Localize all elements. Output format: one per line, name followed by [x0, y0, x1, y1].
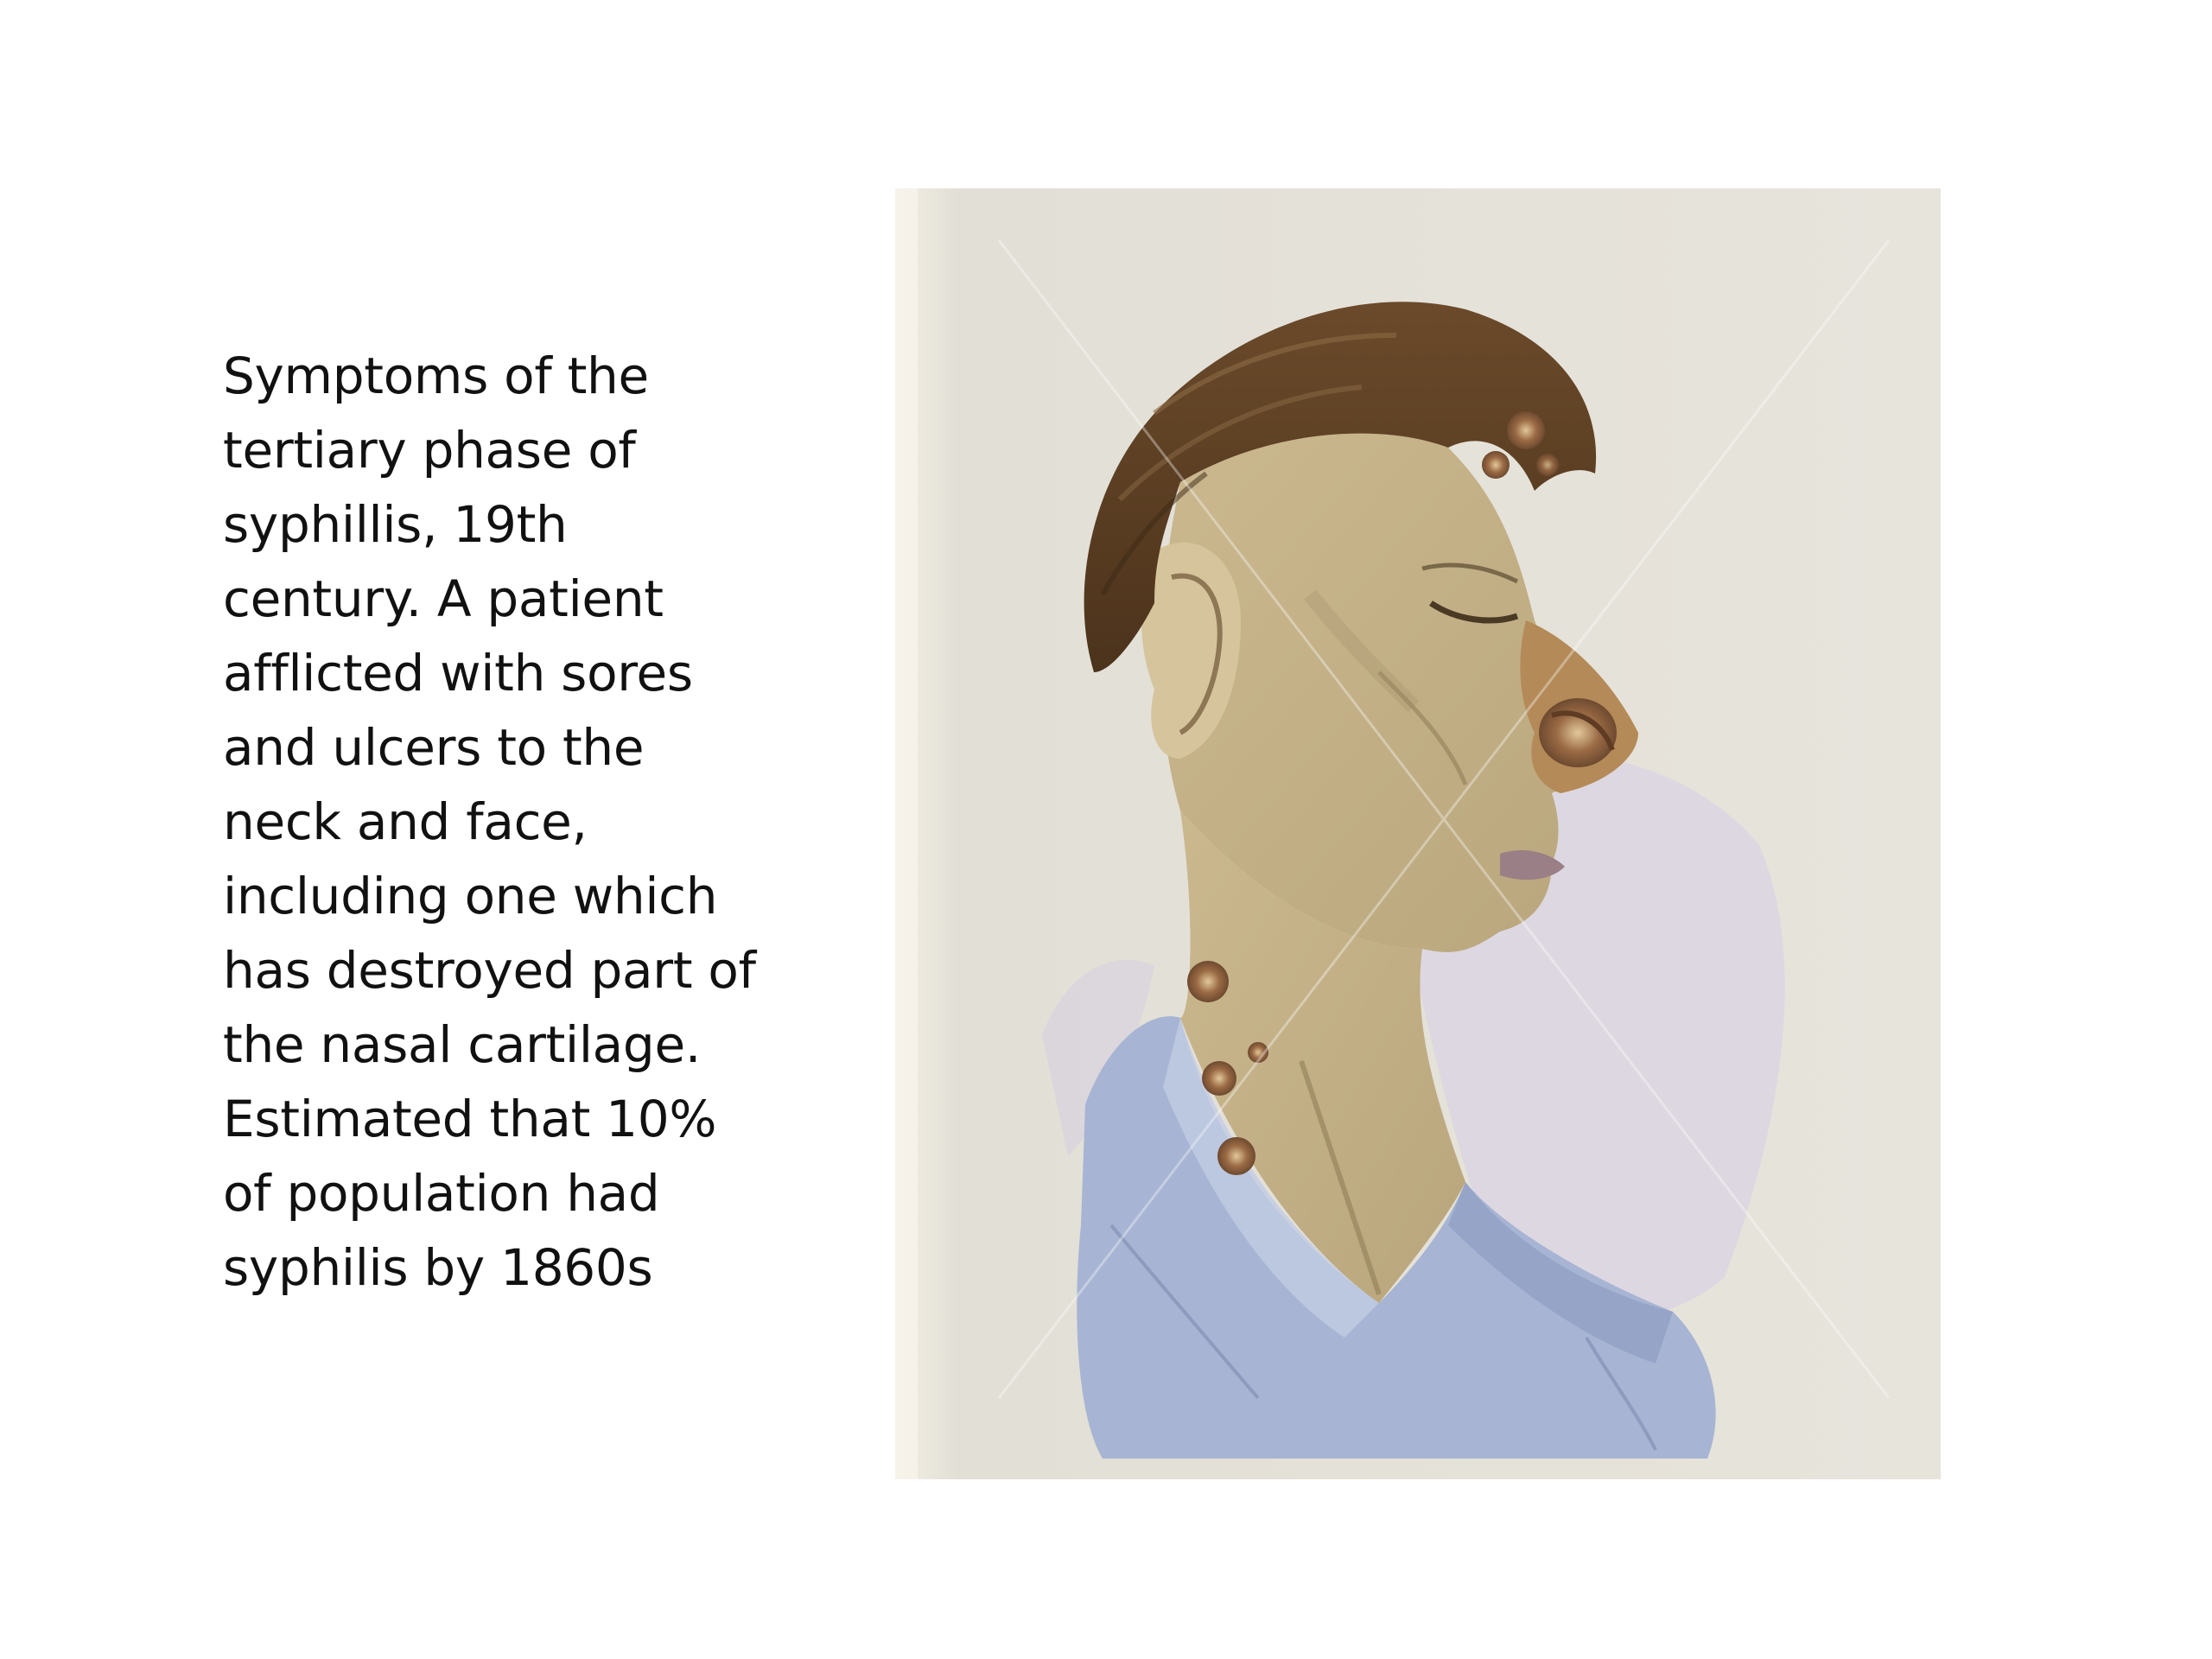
- caption-line: has destroyed part of: [223, 941, 756, 1000]
- caption-line: Symptoms of the: [223, 346, 649, 405]
- caption-line: afflicted with sores: [223, 644, 693, 702]
- caption-line: tertiary phase of: [223, 421, 636, 480]
- caption-line: including one which: [223, 867, 718, 925]
- caption-line: of population had: [223, 1164, 660, 1223]
- caption-line: neck and face,: [223, 792, 588, 851]
- caption-line: and ulcers to the: [223, 718, 645, 777]
- slide-caption: [223, 339, 810, 1305]
- caption-line: syphilis by 1860s: [223, 1238, 653, 1297]
- caption-line: century. A patient: [223, 569, 664, 628]
- patient-illustration: [895, 188, 1941, 1479]
- caption-line: the nasal cartilage.: [223, 1015, 701, 1074]
- forehead-sore: [1507, 411, 1545, 449]
- caption-line: Estimated that 10%: [223, 1090, 717, 1148]
- caption-line: syphillis, 19th: [223, 495, 568, 554]
- neck-sore: [1187, 961, 1229, 1002]
